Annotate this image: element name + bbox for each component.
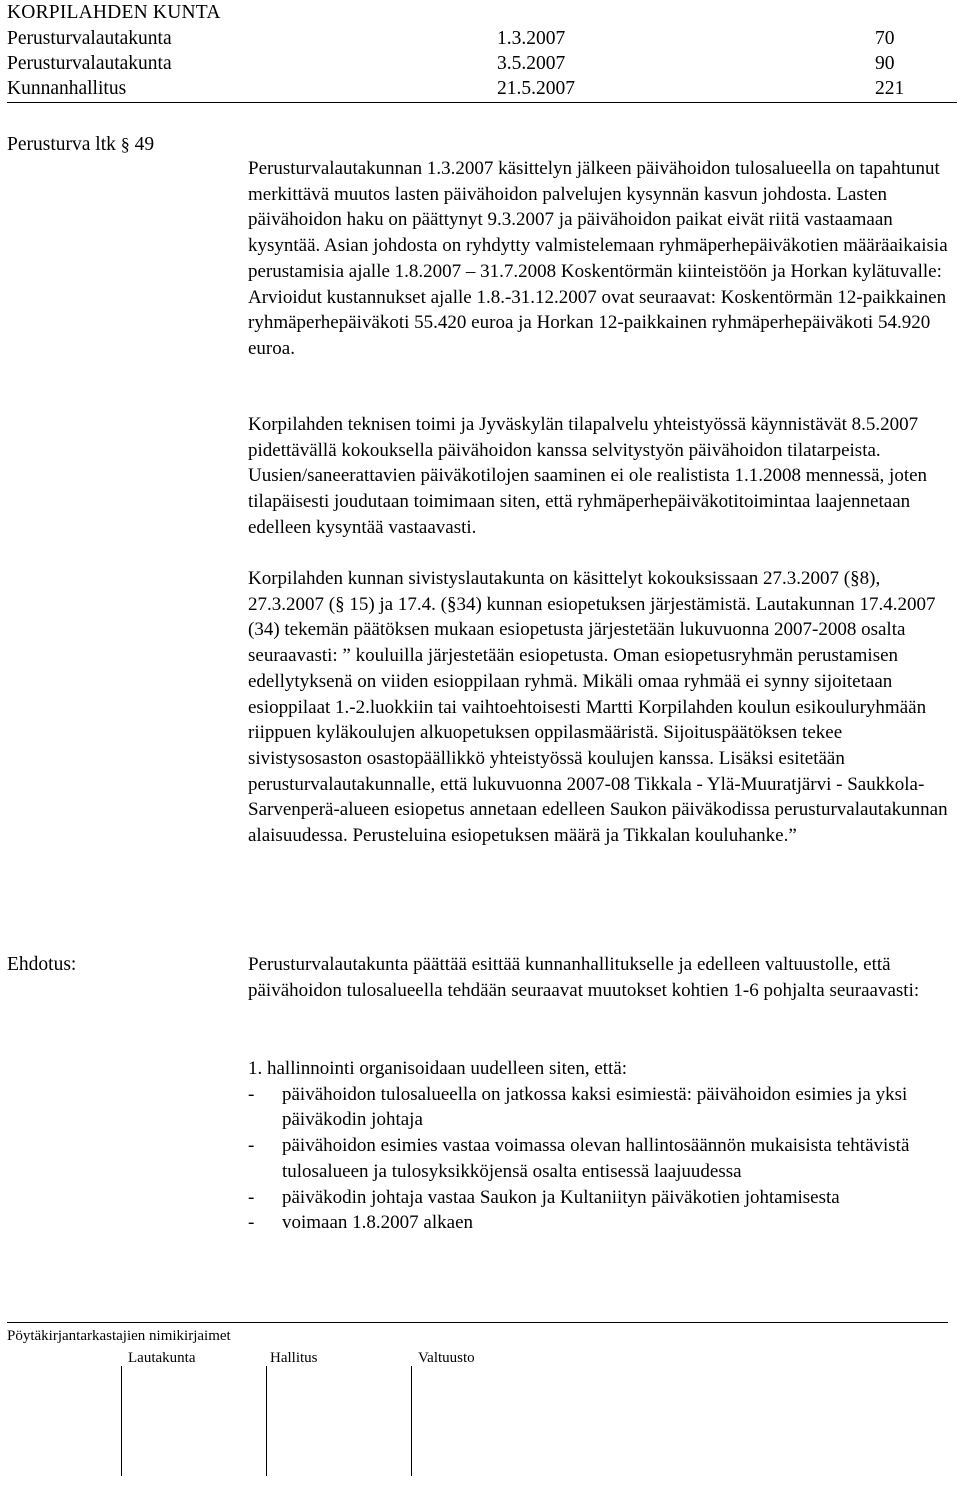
header-row (7, 26, 957, 51)
header-body: Perusturvalautakunta (7, 28, 172, 49)
footer-col-valtuusto: Valtuusto (418, 1350, 475, 1366)
header-number: 90 (875, 53, 895, 74)
organization-name: KORPILAHDEN KUNTA (7, 2, 221, 23)
list-item (248, 1210, 948, 1236)
header-date: 3.5.2007 (497, 53, 566, 74)
list-item-text: päiväkodin johtaja vastaa Saukon ja Kultaniityn päiväkotien johtamisesta (282, 1186, 840, 1208)
header-row (7, 51, 957, 76)
signature-line (266, 1366, 267, 1476)
header-body: Kunnanhallitus (7, 78, 127, 99)
header-row (7, 76, 957, 101)
section-number: 49 (134, 134, 155, 155)
footer-divider (7, 1322, 948, 1323)
proposal-text: Perusturvalautakunta päättää esittää kunnanhallitukselle ja edelleen valtuustolle, että päivähoidon tulosalueella tehdään seuraavat muutokset kohtien 1-6 pohjalta seuraavasti: (248, 954, 920, 1001)
list-item-heading: 1. hallinnointi organisoidaan uudelleen siten, että: (248, 1058, 628, 1079)
section-symbol: § (120, 134, 130, 154)
proposal-list (248, 1056, 948, 1236)
proposal-label: Ehdotus: (7, 954, 77, 975)
footer-title: Pöytäkirjantarkastajien nimikirjaimet (7, 1328, 231, 1344)
document-header (7, 0, 957, 101)
list-item (248, 1082, 948, 1133)
list-item (248, 1133, 948, 1184)
section-label (7, 132, 154, 157)
header-date: 1.3.2007 (497, 28, 566, 49)
paragraph-background: Perusturvalautakunnan 1.3.2007 käsittelyn jälkeen päivähoidon tulosalueella on tapahtunut merkittävä muutos lasten päivähoidon palvelujen kysynnän kasvun johdosta. Lasten päivähoidon haku on päättynyt 9.3.2007 ja päivähoidon paikat eivät riitä vastaamaan kysyntää. Asian johdosta on ryhdytty valmistelemaan ryhmäperhepäiväkotien määräaikaisia perustamisia ajalle 1.8.2007 – 31.7.2008 Koskentörmän kiinteistöön ja Horkan kylätuvalle: Arvioidut kustannukset ajalle 1.8.-31.12.2007 ovat seuraavat: Koskentörmän 12-paikkainen ryhmäperhepäiväkoti 55.420 euroa ja Horkan 12-paikkainen ryhmäperhepäiväkoti 54.920 euroa. (248, 158, 948, 359)
signature-line (411, 1366, 412, 1476)
list-dash: - (248, 1212, 255, 1234)
footer-col-lautakunta: Lautakunta (128, 1350, 196, 1366)
signature-line (121, 1366, 122, 1476)
header-number: 70 (875, 28, 895, 49)
header-divider (7, 102, 957, 103)
list-dash: - (248, 1186, 255, 1208)
header-body: Perusturvalautakunta (7, 53, 172, 74)
section-prefix: Perusturva ltk (7, 134, 116, 155)
paragraph-preschool: Korpilahden kunnan sivistyslautakunta on käsittelyt kokouksissaan 27.3.2007 (§8), 27.3.2007 (§ 15) ja 17.4. (§34) kunnan esiopetuksen järjestämistä. Lautakunnan 17.4.2007 (34) tekemän päätöksen mukaan esiopetusta järjestetään lukuvuonna 2007-2008 osalta seuraavasti: ” kouluilla järjestetään esiopetusta. Oman esiopetusryhmän perustamisen edellytyksenä on viiden esioppilaan ryhmä. Mikäli omaa ryhmää ei synny sijoitetaan esioppilaat 1.-2.luokkiin tai vaihtoehtoisesti Martti Korpilahden koulun esikouluryhmään riippuen kyläkoulujen alkuopetuksen oppilasmääristä. Sijoituspäätöksen tekee sivistysosaston osastopäällikkö yhteistyössä koulujen kanssa. Lisäksi esitetään perusturvalautakunnalle, että lukuvuonna 2007-08 Tikkala - Ylä-Muuratjärvi - Saukkola-Sarvenperä-alueen esiopetus annetaan edelleen Saukon päiväkodissa perusturvalautakunnan alaisuudessa. Perusteluina esiopetuksen määrä ja Tikkalan kouluhanke.” (248, 568, 948, 847)
paragraph-facilities: Korpilahden teknisen toimi ja Jyväskylän tilapalvelu yhteistyössä käynnistävät 8.5.2007 pidettävällä kokouksella päivähoidon kanssa selvitystyön päivähoidon tilatarpeista. Uusien/saneerattavien päiväkotilojen saaminen ei ole realistista 1.1.2008 mennessä, joten tilapäisesti joudutaan toimimaan siten, että ryhmäperhepäiväkotitoimintaa laajennetaan edelleen kysyntää vastaavasti. (248, 414, 928, 538)
list-item-text: päivähoidon tulosalueella on jatkossa kaksi esimiestä: päivähoidon esimies ja yksi päiväkodin johtaja (282, 1083, 908, 1131)
header-date: 21.5.2007 (497, 78, 575, 99)
list-item (248, 1185, 948, 1211)
footer-col-hallitus: Hallitus (270, 1350, 318, 1366)
list-dash: - (248, 1135, 255, 1157)
header-number: 221 (875, 78, 905, 99)
list-item-text: päivähoidon esimies vastaa voimassa olevan hallintosäännön mukaisista tehtävistä tulosalueen ja tulosyksikköjensä osalta entisessä laajuudessa (282, 1135, 910, 1182)
list-item-text: voimaan 1.8.2007 alkaen (282, 1212, 474, 1234)
list-dash: - (248, 1083, 255, 1105)
